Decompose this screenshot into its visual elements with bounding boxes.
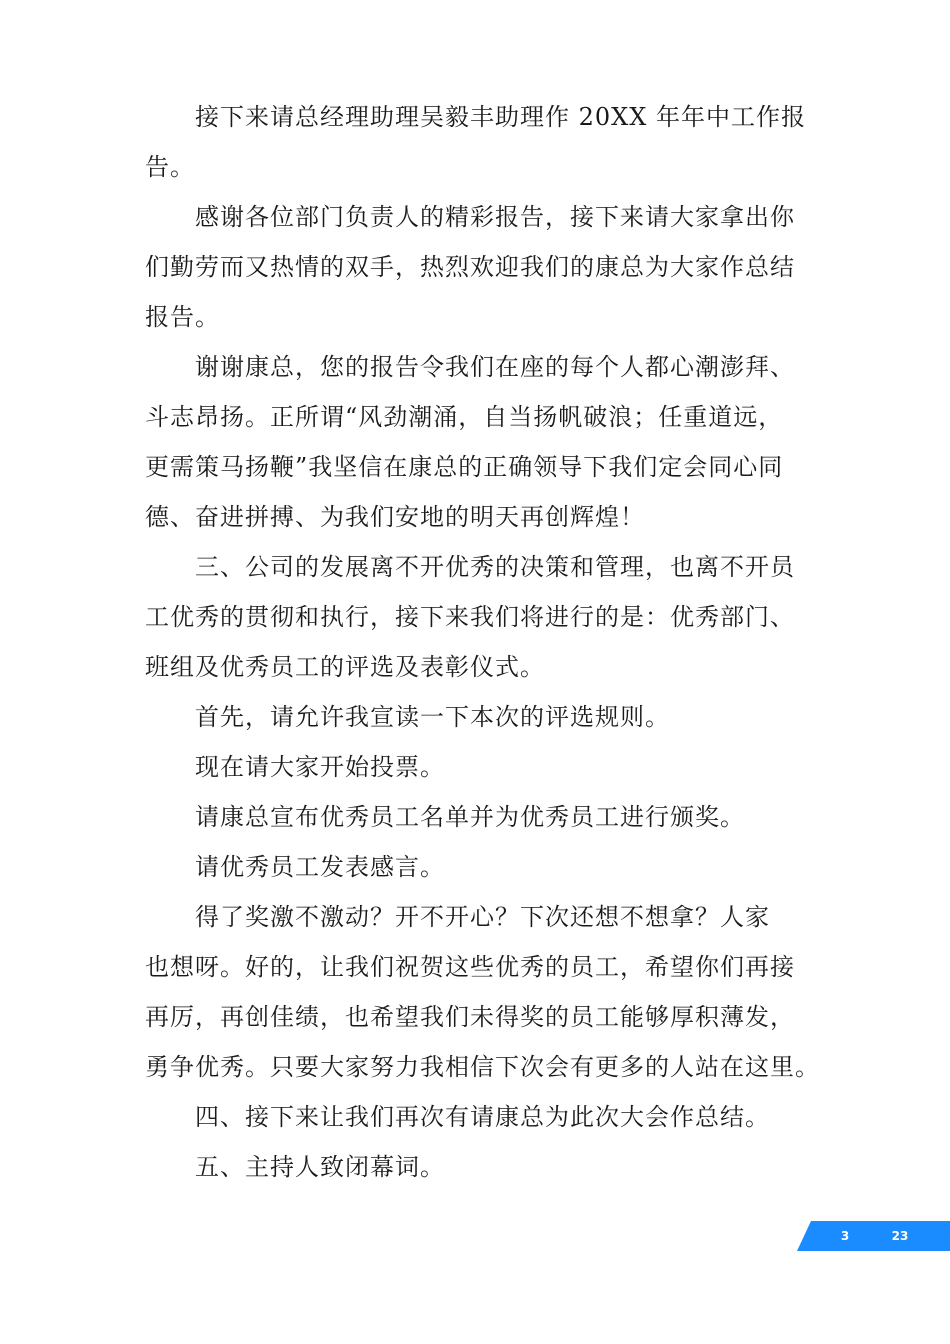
text-line: 请康总宣布优秀员工名单并为优秀员工进行颁奖。 <box>195 803 745 831</box>
text-line: 五、主持人致闭幕词。 <box>195 1153 445 1181</box>
text-line: 请优秀员工发表感言。 <box>195 853 445 881</box>
text-line: 们勤劳而又热情的双手，热烈欢迎我们的康总为大家作总结 <box>145 253 795 281</box>
text-line: 更需策马扬鞭”我坚信在康总的正确领导下我们定会同心同 <box>145 453 784 481</box>
text-line: 得了奖激不激动？开不开心？下次还想不想拿？人家 <box>195 903 770 931</box>
text-line: 斗志昂扬。正所谓“风劲潮涌，自当扬帆破浪；任重道远， <box>145 403 784 431</box>
text-line: 首先，请允许我宣读一下本次的评选规则。 <box>195 703 670 731</box>
text-line: 班组及优秀员工的评选及表彰仪式。 <box>145 653 545 681</box>
current-page-number: 3 <box>840 1229 850 1243</box>
text-line: 四、接下来让我们再次有请康总为此次大会作总结。 <box>195 1103 770 1131</box>
text-line: 工优秀的贯彻和执行，接下来我们将进行的是：优秀部门、 <box>145 603 795 631</box>
text-line: 也想呀。好的，让我们祝贺这些优秀的员工，希望你们再接 <box>145 953 795 981</box>
text-line: 德、奋进拼搏、为我们安地的明天再创辉煌！ <box>145 503 645 531</box>
text-line: 再厉，再创佳绩，也希望我们未得奖的员工能够厚积薄发， <box>145 1003 795 1031</box>
text-line: 谢谢康总，您的报告令我们在座的每个人都心潮澎拜、 <box>195 353 795 381</box>
text-line: 三、公司的发展离不开优秀的决策和管理，也离不开员 <box>195 553 795 581</box>
text-line: 报告。 <box>145 303 220 331</box>
text-line: 接下来请总经理助理吴毅丰助理作 20XX 年年中工作报 <box>195 103 806 131</box>
page-number-bar <box>797 1221 950 1251</box>
text-line: 现在请大家开始投票。 <box>195 753 445 781</box>
page-bar-shape <box>797 1221 950 1251</box>
text-line: 告。 <box>145 153 195 181</box>
text-line: 感谢各位部门负责人的精彩报告，接下来请大家拿出你 <box>195 203 795 231</box>
text-line: 勇争优秀。只要大家努力我相信下次会有更多的人站在这里。 <box>145 1053 820 1081</box>
total-page-count: 23 <box>891 1229 909 1243</box>
